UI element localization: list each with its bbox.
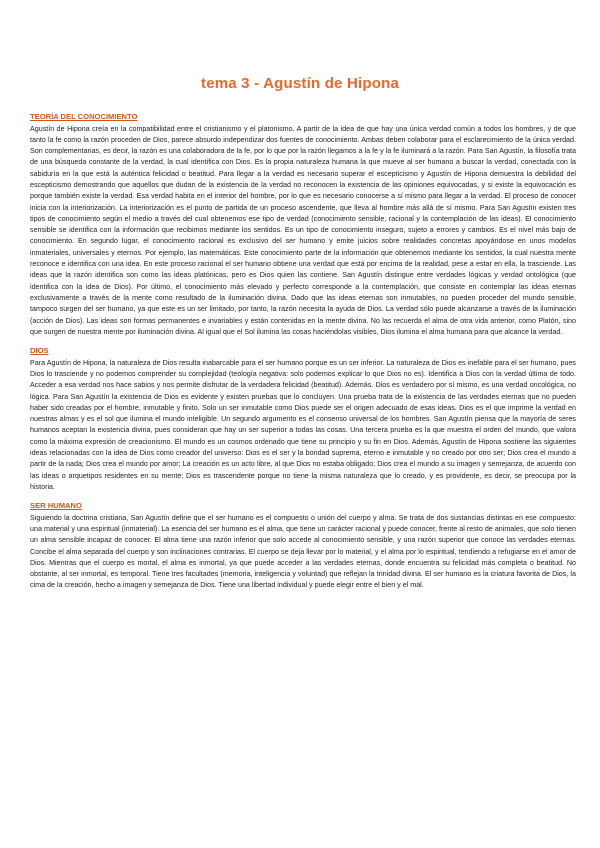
section-heading-human: SER HUMANO xyxy=(30,501,82,511)
document-body xyxy=(30,112,576,600)
section-heading-god: DIOS xyxy=(30,346,49,356)
section-heading-knowledge: TEORÍA DEL CONOCIMIENTO xyxy=(30,112,138,121)
document-title: tema 3 - Agustín de Hipona xyxy=(201,75,399,92)
section-text-god: Para Agustín de Hipona, la naturaleza de Dios resulta inabarcable para el ser humano porque es un ser inferior. La naturaleza de Dios es inefable para el ser humano, pues Dios lo trasciende y no podemos comprender su complejidad (teología negativa: solo podemos explicar lo que Dios no es). Identifica a Dios con la verdad última de todo. Acceder a esa verdad nos hace sabios y nos permite disfrutar de la verdadera felicidad (beatitud). Además. Dios es verdadero por sí mismo, es una verdad oncológica, no lógica. Para San Agustín la existencia de Dios es evidente y existen pruebas que lo concluyen. Una prueba trata de la existencia de las verdades eternas que no pueden haber sido creadas por el hombre, inmutable y finito. Solo un ser inmutable como Dios puede ser el origen adecuado de esas ideas. Dios es el que imprime la verdad en nuestras almas y es el sol que ilumina el mundo inteligible. Un segundo argumento es el consenso universal de los hombres. San Agustín piensa que la mayoría de seres humanos aceptan la existencia divina, pues consideran que hay un ser superior a todas las cosas. Una tercera prueba es la que muestra el orden del mundo, que valora como la máxima expresión de creacionismo. El mundo es un cosmos ordenado que tiene su principio y su fin en Dios. Además, Agustín de Hipona sostiene las siguientes ideas relacionadas con la idea de Dios como creador del universo: Dios es el ser y la bondad suprema, eterno e inmutable y no creado por otro ser; Dios crea el mundo a partir de la nada; Dios crea el mundo por amor; La creación es un acto libre, al que Dios no estaba obligado; Dios crea el mundo a su imagen y semejanza, de acuerdo con las ideas o arquetipos residentes en su mente; Dios es trascendente porque no tiene la misma naturaleza que lo creado, y es providente, es decir, se preocupa por la historia. xyxy=(30,358,576,491)
section-text-knowledge: Agustín de Hipona creía en la compatibilidad entre el cristianismo y el platonismo. A partir de la idea de que hay una única verdad común a todos los hombres, y de que tanto la fe como la razón proceden de Dios, parece absurdo independizar dos fuentes de conocimiento. Ambas deben colaborar para el esclarecimiento de la única verdad. Son complementarias, es decir, la razón es una colaboradora de la fe, por lo que por la razón llegamos a la fe y la fe iluminará a la razón. Para San Agustín, la filosofía trata de una búsqueda constante de la verdad, la cual identifica con Dios. Es la propia naturaleza humana la que mueve al ser humano a buscar la verdad, conectada con la sabiduría en la que está la auténtica felicidad o beatitud. Para llegar a la verdad es necesario superar el escepticismo y Agustín de Hipona demuestra la debilidad del escepticismo demostrando que aquellos que dudan de la existencia de la verdad no reconocen la existencia de las opiniones equivocadas, y si existe la equivocación es porque también existe la verdad. Esa verdad habita en el interior del hombre, por lo que es necesario conocerse a sí mismo para llegar a la verdad. El proceso de conocer inicia con la interiorización. La interiorización es el punto de partida de un proceso ascendente, que lleva al hombre más allá de sí mismo. Para San Agustín existen tres tipos de conocimiento según el medio a través del cual obtenemos ese tipo de verdad (conocimiento sensible, racional y la contemplación de las ideas). El conocimiento sensible se identifica con la información que recibimos mediante los sentidos. Es un tipo de conocimiento inseguro, sujeto a errores y cambios. Es el nivel más bajo de conocimiento. En segundo lugar, el conocimiento racional es exclusivo del ser humano y emite juicios sobre realidades concretas apoyándose en unos modelos inmateriales, universales y eternos. Por ejemplo, las matemáticas. Este conocimiento parte de la información que obtenemos mediante los sentidos, la cual nuestra mente reconoce e identifica con una idea. En este proceso racional el ser humano obtiene una verdad que está por encima de la realidad, pese a estar en ella, la trasciende. Las ideas que la razón identifica son como las ideas platónicas, pero es Dios quien las contiene. San Agustín distingue entre verdades lógicas y verdad ontológica (que identifica con la idea de Dios). Por último, el conocimiento más elevado y perfecto corresponde a la contemplación, que consiste en contemplar las ideas eternas exclusivamente a través de la mente como resultado de la iluminación divina. Dado que las ideas eternas son inmutables, no pueden proceder del mundo sensible, tampoco surgen del ser humano, ya que este es un ser limitado, por tanto, la razón necesita la ayuda de Dios. La verdad sólo puede alcanzarse a través de la iluminación (acción de Dios). Las ideas son formas permanentes e invariables y están contenidas en la mente divina. No las recuerda el alma de otra vida anterior, como Platón, sino que surgen de nuestra mente por iluminación divina. Al igual que el Sol ilumina las cosas haciéndolas visibles, Dios ilumina el alma humana para que alcance la verdad. xyxy=(30,124,576,336)
section-text-human: Siguiendo la doctrina cristiana, San Agustín define que el ser humano es el compuesto o unión del cuerpo y alma. Se trata de dos sustancias distintas en ese compuesto: una material y una espiritual (inmaterial). La esencia del ser humano es el alma, que tiene un carácter racional y puede conocer, frente al resto de animales, que solo tienen un alma sensible incapaz de conocer. El alma tiene una razón inferior que solo accede al conocimiento sensible, y una razón superior que conoce las verdades eternas. Concibe el alma separada del cuerpo y son inclinaciones contrarias. El cuerpo se deja llevar por lo material, y el alma por lo espiritual, tendiendo a refugiarse en el amor de Dios. Mientras que el cuerpo es mortal, el alma es inmortal, ya que puede acceder a las verdades eternas, donde encuentra su felicidad más completa o beatitud. No obstante, al ser inmortal, es temporal. Tiene tres facultades (memoria, inteligencia y voluntad) que reflejan la trinidad divina. El ser humano es la criatura favorita de Dios, la cima de la creación, hecho a imagen y semejanza de Dios. Tiene una libertad individual y puede elegir entre el bien y el mal. xyxy=(30,513,576,590)
